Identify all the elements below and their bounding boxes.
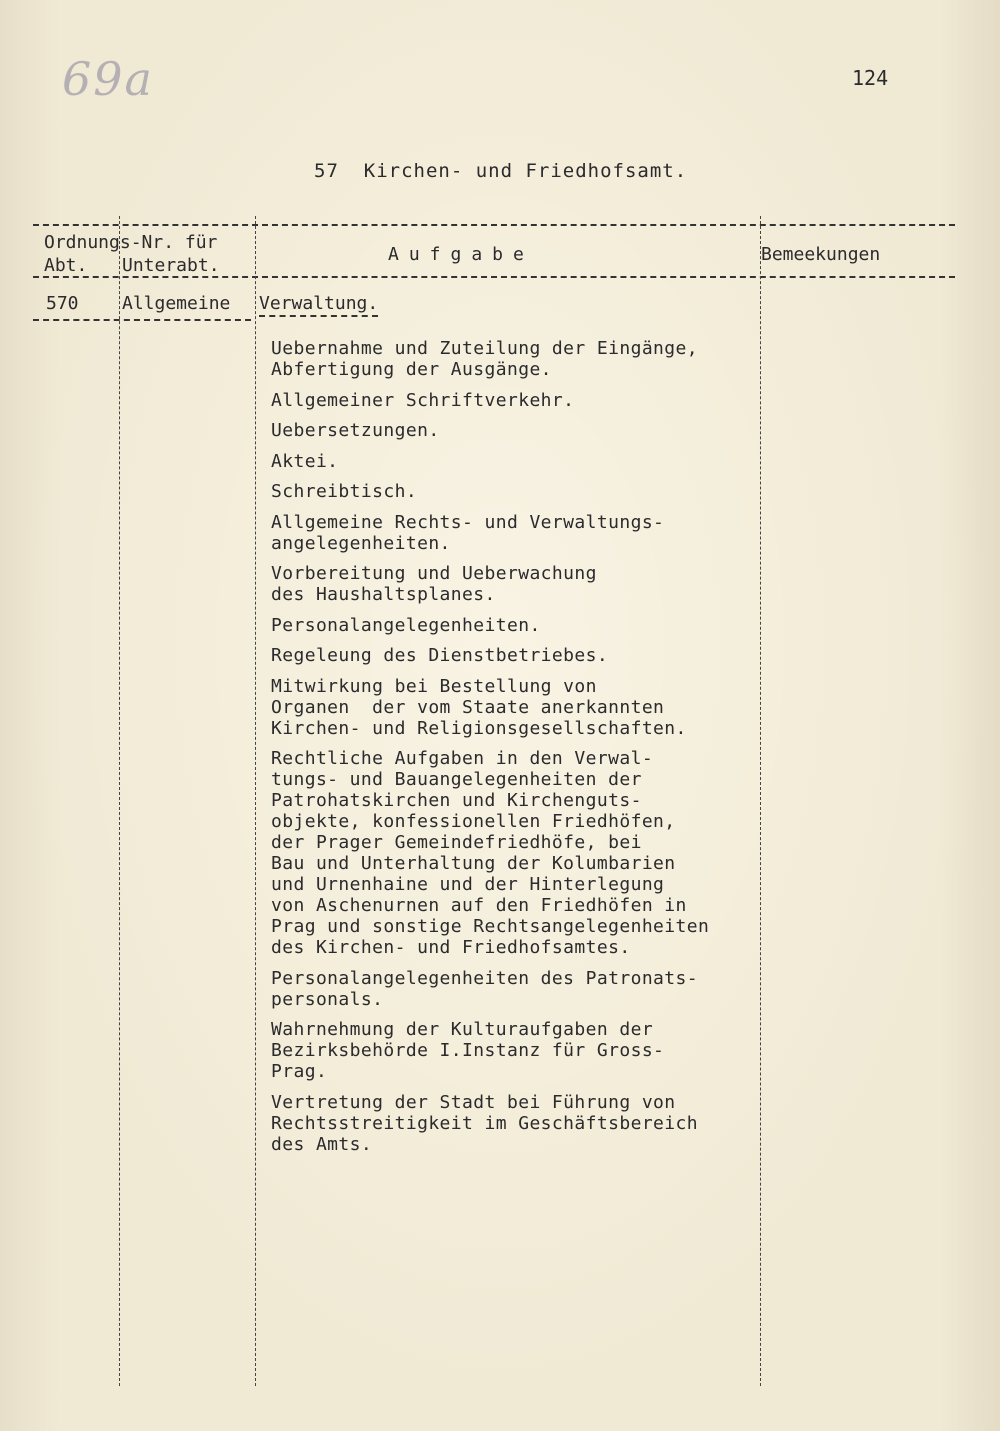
handwritten-mark: 69a [62, 52, 154, 106]
task-item: Wahrnehmung der Kulturaufgaben der Bezirksbehörde I.Instanz für Gross- Prag. [271, 1019, 665, 1082]
table-top-rule [33, 224, 955, 226]
row-aufgabe-title-value: Verwaltung. [259, 293, 378, 317]
row-aufgabe-title [259, 293, 378, 314]
page-title: 57 Kirchen- und Friedhofsamt. [314, 160, 688, 182]
task-item: Uebersetzungen. [271, 420, 440, 441]
row-abt-value: 570 [46, 293, 79, 314]
task-item: Uebernahme und Zuteilung der Eingänge, Abfertigung der Ausgänge. [271, 338, 699, 380]
task-item: Mitwirkung bei Bestellung von Organen der vom Staate anerkannten Kirchen- und Religionsgesellschaften. [271, 675, 687, 739]
row-unterabt [122, 293, 230, 314]
task-item: Allgemeiner Schriftverkehr. [271, 389, 575, 411]
task-item: Aktei. [271, 450, 339, 472]
task-item: Regeleung des Dienstbetriebes. [271, 645, 609, 666]
row-570-rule [33, 319, 251, 321]
task-list [271, 338, 771, 1164]
header-abt: Abt. [44, 255, 88, 276]
task-item: Vertretung der Stadt bei Führung von Rechtsstreitigkeit im Geschäftsbereich des Amts. [271, 1091, 699, 1155]
row-unterabt-value: Allgemeine [122, 293, 231, 314]
row-abt-number [46, 293, 79, 314]
task-item: Rechtliche Aufgaben in den Verwal- tungs- und Bauangelegenheiten der Patrohatskirchen und Kirchenguts- objekte, konfessionellen Friedhöfen, der Prager Gemeindefriedhöfe, bei Bau und Unterhaltung der Kolumbarien und Urnenhaine und der Hinterlegung von Aschenurnen auf den Friedhöfen in Prag und sonstige Rechtsangelegenheiten des Kirchen- und Friedhofsamtes. [271, 748, 710, 958]
header-aufgabe: Aufgabe [388, 244, 534, 265]
task-item: Vorbereitung und Ueberwachung des Haushaltsplanes. [271, 563, 597, 605]
task-item: Personalangelegenheiten. [271, 614, 541, 636]
header-bemerkungen: Bemeekungen [761, 244, 881, 265]
header-unterabt: Unterabt. [122, 255, 220, 276]
column-divider-2 [255, 216, 256, 1386]
task-item: Personalangelegenheiten des Patronats- personals. [271, 967, 699, 1010]
task-item: Schreibtisch. [271, 481, 418, 502]
page-number: 124 [852, 66, 889, 90]
column-divider-1 [119, 216, 120, 1386]
task-item: Allgemeine Rechts- und Verwaltungs- angelegenheiten. [271, 511, 665, 554]
header-ordnungs-nr: Ordnungs-Nr. für [44, 232, 218, 253]
